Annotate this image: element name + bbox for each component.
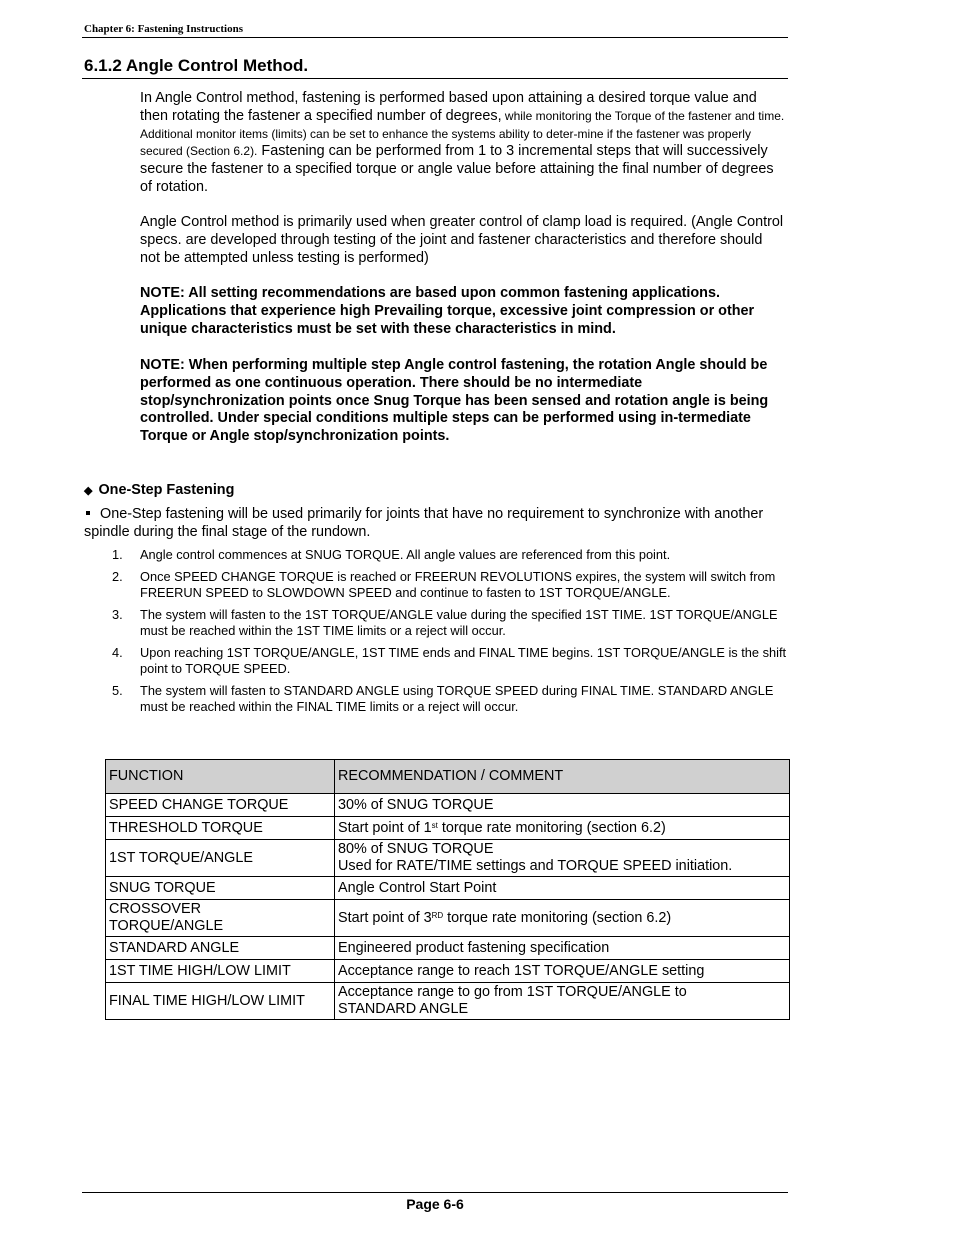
function-cell: SNUG TORQUE <box>106 877 335 900</box>
function-cell <box>106 900 335 937</box>
step-number: 2. <box>112 569 123 584</box>
comment-cell: Angle Control Start Point <box>335 877 790 900</box>
steps-list <box>108 547 788 721</box>
comment-cell <box>335 840 790 877</box>
intro-paragraph <box>140 90 785 197</box>
comment-line: 80% of SNUG TORQUE <box>338 841 494 857</box>
footer-rule <box>82 1192 788 1193</box>
step-number: 4. <box>112 645 123 660</box>
comment-post: torque rate monitoring (section 6.2) <box>437 819 666 836</box>
square-bullet-icon <box>86 511 90 515</box>
recommendation-table <box>105 759 790 1020</box>
function-cell: SPEED CHANGE TORQUE <box>106 794 335 817</box>
one-step-heading-label: One-Step Fastening <box>98 482 235 498</box>
step-text: Once SPEED CHANGE TORQUE is reached or FREERUN REVOLUTIONS expires, the system will switch from FREERUN SPEED to SLOWDOWN SPEED and continue to fasten to 1ST TORQUE/ANGLE. <box>140 569 776 600</box>
one-step-intro <box>84 506 784 542</box>
table-row <box>106 937 790 960</box>
comment-cell: Engineered product fastening specification <box>335 937 790 960</box>
comment-cell <box>335 900 790 937</box>
intro-text-b: while monitoring the Torque of the fastener and time. Additional monitor items (limits) can be set to enhance the systems ability to deter-mine if the fastener was properly secured (Section 6.2). <box>140 108 785 159</box>
step-text: The system will fasten to STANDARD ANGLE using TORQUE SPEED during FINAL TIME. STANDARD ANGLE must be reached within the FINAL TIME limits or a reject will occur. <box>140 683 774 714</box>
section-title: 6.1.2 Angle Control Method. <box>84 56 309 75</box>
comment-cell: Acceptance range to reach 1ST TORQUE/ANGLE setting <box>335 960 790 983</box>
comment-cell <box>335 817 790 840</box>
intro-text-c: Fastening can be performed from 1 to 3 incremental steps that will successively secure the fastener to a specified torque or angle value before attaining the final number of degrees of rotation. <box>140 143 774 195</box>
step-text: The system will fasten to the 1ST TORQUE/ANGLE value during the specified 1ST TIME. 1ST TORQUE/ANGLE must be reached within the 1ST TIME limits or a reject will occur. <box>140 607 778 638</box>
diamond-bullet-icon: ◆ <box>84 485 93 497</box>
column-header-function: FUNCTION <box>106 760 335 794</box>
one-step-intro-text: One-Step fastening will be used primarily for joints that have no requirement to synchronize with another spindle during the final stage of the rundown. <box>84 506 764 540</box>
ordinal-superscript: st <box>431 820 438 830</box>
table-row <box>106 840 790 877</box>
list-item <box>108 569 788 601</box>
step-number: 5. <box>112 683 123 698</box>
list-item <box>108 683 788 715</box>
section-rule <box>82 78 788 79</box>
list-item <box>108 645 788 677</box>
step-number: 3. <box>112 607 123 622</box>
ordinal-superscript: RD <box>431 910 444 920</box>
list-item <box>108 607 788 639</box>
header-rule <box>82 37 788 38</box>
comment-post: torque rate monitoring (section 6.2) <box>443 909 672 926</box>
table-row <box>106 817 790 840</box>
list-item <box>108 547 788 563</box>
step-number: 1. <box>112 547 123 562</box>
table-row <box>106 794 790 817</box>
note-recommendations: NOTE: All setting recommendations are based upon common fastening applications. Applications that experience high Prevailing torque, excessive joint compression or other unique characteristics must be set with these characteristics in mind. <box>140 285 755 337</box>
one-step-heading <box>84 482 234 498</box>
table-row <box>106 877 790 900</box>
function-cell: STANDARD ANGLE <box>106 937 335 960</box>
table-row <box>106 960 790 983</box>
comment-cell: 30% of SNUG TORQUE <box>335 794 790 817</box>
comment-line: Used for RATE/TIME settings and TORQUE SPEED initiation. <box>338 858 733 874</box>
function-cell: FINAL TIME HIGH/LOW LIMIT <box>106 983 335 1020</box>
comment-pre: Start point of 3 <box>338 909 432 926</box>
comment-pre: Start point of 1 <box>338 819 432 836</box>
note-multistep: NOTE: When performing multiple step Angle control fastening, the rotation Angle should be performed as one continuous operation. There should be no intermediate stop/synchronization points once Snug Torque has been sensed and rotation angle is being controlled. Under special conditions multiple steps can be performed using in-termediate Torque or Angle stop/synchronization points. <box>140 357 769 445</box>
step-text: Upon reaching 1ST TORQUE/ANGLE, 1ST TIME ends and FINAL TIME begins. 1ST TORQUE/ANGLE is the shift point to TORQUE SPEED. <box>140 645 787 676</box>
comment-line: STANDARD ANGLE <box>338 1001 469 1017</box>
table-header-row <box>106 760 790 794</box>
page-number: Page 6-6 <box>406 1196 464 1212</box>
running-header: Chapter 6: Fastening Instructions <box>84 23 244 35</box>
function-line: CROSSOVER <box>109 901 201 917</box>
function-cell: 1ST TORQUE/ANGLE <box>106 840 335 877</box>
table-row <box>106 983 790 1020</box>
usage-paragraph: Angle Control method is primarily used when greater control of clamp load is required. (Angle Control specs. are developed through testing of the joint and fastener characteristics and therefore should not be attempted unless testing is performed) <box>140 214 784 266</box>
table-row <box>106 900 790 937</box>
intro-text-a: In Angle Control method, fastening is performed based upon attaining a desired torque value and then rotating the fastener a specified number of degrees, <box>140 90 757 124</box>
comment-cell <box>335 983 790 1020</box>
function-line: TORQUE/ANGLE <box>109 918 224 934</box>
comment-line: Acceptance range to go from 1ST TORQUE/ANGLE to <box>338 984 687 1000</box>
column-header-recommendation: RECOMMENDATION / COMMENT <box>335 760 790 794</box>
function-cell: THRESHOLD TORQUE <box>106 817 335 840</box>
step-text: Angle control commences at SNUG TORQUE. All angle values are referenced from this point. <box>140 547 671 562</box>
function-cell: 1ST TIME HIGH/LOW LIMIT <box>106 960 335 983</box>
